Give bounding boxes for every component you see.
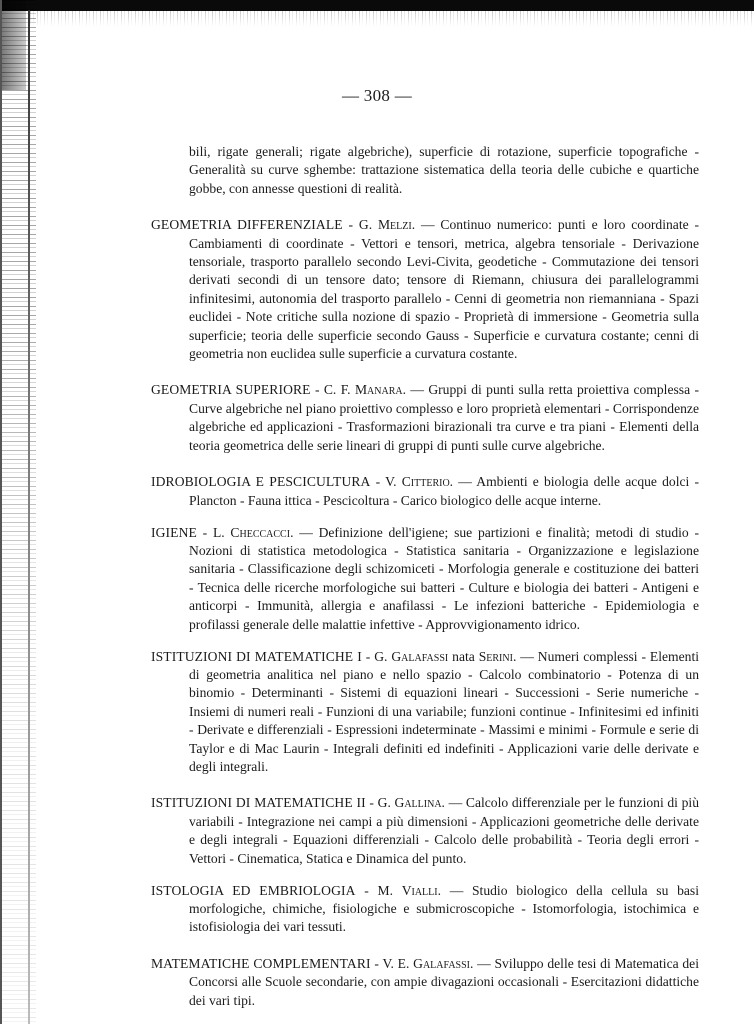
entry-geometria-superiore (151, 381, 699, 455)
separator-dash: . — (441, 795, 466, 811)
author-initials: C. F. (323, 382, 355, 398)
separator: - (355, 882, 378, 898)
page-number: — 308 — (341, 86, 413, 105)
course-title: IDROBIOLOGIA E PESCICULTURA (151, 474, 371, 490)
course-title: ISTITUZIONI DI MATEMATICHE II (151, 795, 366, 811)
course-title: ISTITUZIONI DI MATEMATICHE I (151, 648, 362, 664)
author-surname: Melzi (377, 217, 412, 233)
separator-dash: . — (512, 648, 538, 664)
separator: - (370, 955, 383, 971)
author-maiden-name: Serini (478, 648, 513, 664)
course-description: Gruppi di punti sulla retta proiettiva complessa - Curve algebriche nel piano proiettivo complesso e loro proprietà elementari - Corrispondenze algebriche ed applicazioni - Trasformazioni birazionali tra curve e tra piani - Elementi della teoria geometrica delle serie lineari di gruppi di punti sulle curve algebriche. (189, 382, 699, 453)
entry-geometria-differenziale (151, 216, 699, 363)
course-description: Calcolo differenziale per le funzioni di più variabili - Integrazione nei campi a più dimensioni - Applicazioni geometriche delle derivate e degli integrali - Equazioni differenziali - Calcolo delle probabilità - Teoria degli errori - Vettori - Cinematica, Statica e Dinamica del punto. (189, 795, 699, 866)
course-description: Numeri complessi - Elementi di geometria analitica nel piano e nello spazio - Calcolo combinatorio - Potenza di un binomio - Determinanti - Sistemi di equazioni lineari - Successioni - Serie numeriche - Insiemi di numeri reali - Funzioni di una variabile; funzioni continue - Infinitesimi ed infiniti - Derivate e differenziali - Espressioni indeterminate - Massimi e minimi - Formule e serie di Taylor e di Mac Laurin - Integrali definiti ed indefiniti - Applicazioni varie delle derivate e degli integrali. (189, 648, 699, 774)
separator: - (310, 382, 324, 398)
entry-istituzioni-matematiche-1 (151, 648, 699, 777)
entry-istologia (151, 882, 699, 937)
author-surname: Citterio (401, 474, 450, 490)
separator-dash: . — (449, 474, 477, 490)
course-description: Definizione dell'igiene; sue partizioni e finalità; metodi di studio - Nozioni di statistica metodologica - Statistica sanitaria - Organizzazione e legislazione sanitaria - Classificazione degli schizomiceti - Morfologia generale e costituzione dei batteri - Tecnica delle ricerche morfologiche sui batteri - Culture e biologia dei batteri - Antigeni e anticorpi - Immunità, allergia e anafilassi - Le infezioni batteriche - Epidemiologia e profilassi generale delle malattie infettive - Approvvigionamento idrico. (189, 524, 699, 632)
author-initials: L. (212, 524, 231, 540)
author-surname: Gallina (394, 795, 442, 811)
scan-left-binding-noise (0, 0, 36, 1024)
author-initials: G. (358, 217, 378, 233)
course-description: Ambienti e biologia delle acque dolci - Plancton - Fauna ittica - Pescicoltura - Carico biologico delle acque interne. (189, 474, 699, 508)
scan-left-outer-edge (0, 0, 2, 1024)
entry-istituzioni-matematiche-2 (151, 794, 699, 868)
course-title: GEOMETRIA SUPERIORE (151, 382, 311, 398)
author-surname: Checcacci (230, 524, 291, 540)
entry-matematiche-complementari (151, 955, 699, 1010)
course-description: Continuo numerico: punti e loro coordinate - Cambiamenti di coordinate - Vettori e tensori, metrica, algebra tensoriale - Derivazione tensoriale, trasporto parallelo secondo Levi-Civita, geodetiche - Commutazione dei tensori derivati secondi di un tensore dato; tensore di Riemann, chiusura dei parallelogrammi infinitesimi, autonomia del trasporto parallelo - Cenni di geometria non riemanniana - Spazi euclidei - Note critiche sulla nozione di spazio - Proprietà di immersione - Geometria sulla superficie; teoria delle superficie secondo Gauss - Superficie e curvatura costante; cenni di geometria non euclidea sulle superficie a curvatura costante. (189, 217, 700, 362)
scan-left-shadow (0, 0, 26, 90)
course-title: ISTOLOGIA ED EMBRIOLOGIA (151, 882, 356, 898)
separator: - (365, 795, 378, 811)
scan-page-edge (28, 10, 30, 1024)
continued-paragraph: bili, rigate generali; rigate algebriche), superficie di rotazione, superficie topografiche - Generalità su curve sghembe: trattazione sistematica della teoria delle cubiche e quartiche gobbe, con annesse questioni di realità. (189, 144, 699, 196)
course-title: MATEMATICHE COMPLEMENTARI (151, 955, 371, 971)
separator: - (342, 217, 359, 233)
separator-dash: . — (411, 217, 441, 233)
separator: - (361, 648, 375, 664)
author-surname: Galafassi (391, 648, 449, 664)
entry-igiene (151, 524, 699, 634)
course-description: Studio biologico della cellula su basi morfologiche, chimiche, fisiologiche e submicroscopiche - Istomorfologia, istochimica e istofisiologia dei vari tessuti. (189, 882, 699, 935)
scan-top-noise (30, 11, 754, 27)
course-title: IGIENE (151, 524, 197, 540)
entry-idrobiologia (151, 473, 699, 510)
author-surname: Manara (354, 382, 403, 398)
author-initials: M. (377, 882, 402, 898)
author-initials: V. (385, 474, 402, 490)
course-title: GEOMETRIA DIFFERENZIALE (151, 217, 343, 233)
author-initials: V. E. (382, 955, 414, 971)
separator-dash: . — (437, 882, 472, 898)
course-listing (151, 143, 699, 1020)
author-surname: Galafassi (413, 955, 470, 971)
separator-dash: . — (290, 524, 319, 540)
author-connector: nata (448, 648, 479, 664)
separator: - (370, 474, 386, 490)
author-initials: G. (377, 795, 395, 811)
separator-dash: . — (402, 382, 429, 398)
author-surname: Vialli (401, 882, 438, 898)
separator-dash: . — (470, 955, 495, 971)
course-description: Sviluppo delle tesi di Matematica dei Concorsi alle Scuole secondarie, con ampie divagazioni occasionali - Esercitazioni didattiche dei vari tipi. (189, 955, 699, 1008)
separator: - (196, 524, 213, 540)
scan-top-border (0, 0, 754, 11)
author-initials: G. (374, 648, 392, 664)
